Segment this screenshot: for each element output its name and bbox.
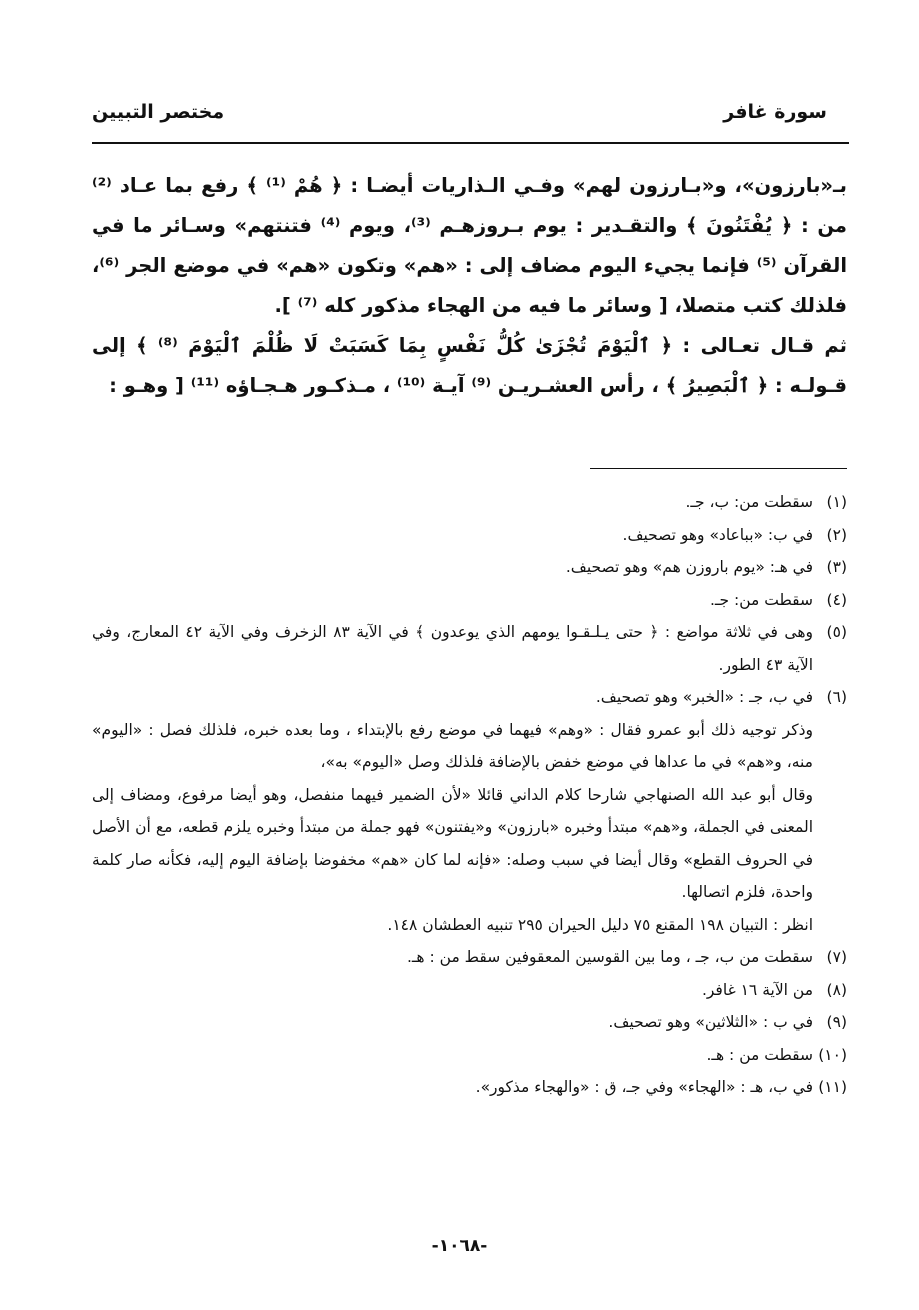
footnote-number: (١) [826,493,847,511]
footnote-7 [92,941,847,974]
footnote-6-detail-2: وقال أبو عبد الله الصنهاجي شارحا كلام الداني قائلا «لأن الضمير فيهما منفصل، وهو أيضا مرفوع، ومضاف إلى المعنى في الجملة، و«هم» مبتدأ وخبره «بارزون» و«يفتنون» فهو جملة من مبتدأ وخبره يلزم قطعه، مع أن الأصل في الحروف القطع» وقال أيضا في سبب وصله: «فإنه لما كان «هم» مخفوضا بإضافة اليوم إليه، فكأنه صار كلمة واحدة، فلزم اتصالها. [92,785,813,901]
footnote-number: (٥) [826,623,847,641]
footnote-text: في ب، هـ : «الهجاء» وفي جـ، ق : «والهجاء مذكور». [475,1078,813,1096]
footnote-6-detail-3: انظر : التبيان ١٩٨ المقنع ٧٥ دليل الحيران ٢٩٥ تنبيه العطشان ١٤٨. [387,915,813,934]
footnote-number: (٧) [826,948,847,966]
footnote-8 [92,974,847,1007]
footnote-9 [92,1006,847,1039]
footnote-4 [92,584,847,617]
footnote-10 [92,1039,847,1072]
footnote-6-detail-1: وذكر توجيه ذلك أبو عمرو فقال : «وهم» فيهما في موضع رفع بالإبتداء ، وما بعده خبره، فلذلك فصل : «اليوم» منه، و«هم» في ما عداها في موضع خفض بالإضافة فلذلك وصل «اليوم» به»، [92,720,813,771]
footnote-2 [92,519,847,552]
header-divider [92,142,849,144]
footnote-number: (١١) [818,1078,847,1096]
footnote-number: (٨) [826,980,847,999]
footnote-3 [92,551,847,584]
footnotes [92,486,847,1104]
footnote-text: سقطت من: جـ. [710,590,813,609]
footnote-number: (٩) [826,1013,847,1031]
footnote-text: وهى في ثلاثة مواضع : ﴿ حتى يـلـقـوا يومهم الذي يوعدون ﴾ في الآية ٨٣ الزخرف وفي الآية ٤٢ المعارج، وفي الآية ٤٣ الطور. [92,623,813,674]
footnote-11 [92,1071,847,1104]
page-header [92,92,827,132]
footnote-6 [92,681,847,714]
book-title: مختصر التبيين [92,101,225,123]
footnote-number: (١٠) [818,1045,847,1064]
footnote-number: (٣) [826,558,847,576]
footnote-text: سقطت من ب، جـ ، وما بين القوسين المعقوفين سقط من : هـ. [406,948,813,966]
footnote-1 [92,486,847,519]
footnote-divider [590,468,847,469]
main-paragraph-1: بـ«بارزون»، و«بـارزون لهم» وفـي الـذاريات أيضـا : ﴿ هُمْ ⁽¹⁾ ﴾ رفع بما عـاد ⁽²⁾ من : ﴿ يُفْتَنُونَ ﴾ والتقـدير : يوم بـروزهـم ⁽³⁾، ويوم ⁽⁴⁾ فتنتهم» وسـائر ما في القرآن ⁽⁵⁾ فإنما يجيء اليوم مضاف إلى : «هم» وتكون «هم» في موضع الجر ⁽⁶⁾، فلذلك كتب متصلا، [ وسائر ما فيه من الهجاء مذكور كله ⁽⁷⁾ ]. [92,174,848,317]
footnote-number: (٢) [826,525,847,544]
footnote-5 [92,616,847,681]
footnote-text: سقطت من : هـ. [706,1045,813,1064]
main-paragraph-2: ثم قـال تعـالى : ﴿ ٱلْيَوْمَ تُجْزَىٰ كُلُّ نَفْسٍ بِمَا كَسَبَتْ لَا ظُلْمَ ٱلْيَوْمَ ⁽⁸⁾ ﴾ إلى قـولـه : ﴿ ٱلْبَصِيرُ ﴾ ، رأس العشـريـن ⁽⁹⁾ آيـة ⁽¹⁰⁾ ، مـذكـور هـجـاؤه ⁽¹¹⁾ [ وهـو : [92,334,848,397]
surah-title: سورة غافر [723,101,827,123]
main-text [92,166,847,406]
footnote-number: (٤) [826,590,847,609]
footnote-text: سقطت من: ب، جـ. [685,493,813,511]
footnote-text: في ب : «الثلاثين» وهو تصحيف. [608,1013,813,1031]
footnote-number: (٦) [826,688,847,706]
footnote-text: في ب، جـ : «الخبر» وهو تصحيف. [595,688,813,706]
footnote-text: في هـ: «يوم باروزن هم» وهو تصحيف. [565,558,813,576]
footnote-text: من الآية ١٦ غافر. [701,980,813,999]
page-number: -١٠٦٨- [431,1236,488,1256]
footnote-text: في ب: «بباعاد» وهو تصحيف. [622,525,813,544]
